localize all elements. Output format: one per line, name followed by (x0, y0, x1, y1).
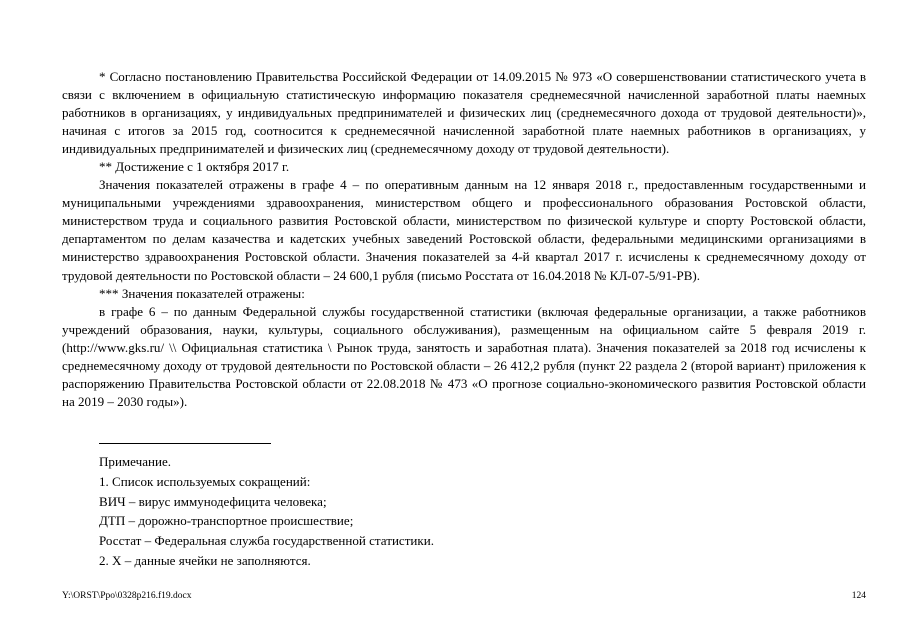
footnote-column6-values: в графе 6 – по данным Федеральной службы государственной статистики (включая федеральные организации, а также работников учреждений образования, науки, культуры, социального обслуживания), размещенным на официальном сайте 5 февраля 2019 г. (http://www.gks.ru/ \\ Официальная статистика \ Рынок труда, занятость и заработная плата). Значения показателей за 2018 год исчислены к среднемесячному доходу от трудовой деятельности по Ростовской области – 26 412,2 рубля (пункт 22 раздела 2 (второй вариант) приложения к распоряжению Правительства Ростовской области от 22.08.2018 № 473 «О прогнозе социально-экономического развития Ростовской области на 2019 – 2030 годы»). (62, 303, 866, 409)
notes-item-empty-cells: 2. Х – данные ячейки не заполняются. (99, 552, 311, 568)
footnote-column4-values: Значения показателей отражены в графе 4 – по оперативным данным на 12 января 2018 г., предоставленным государственными и муниципальными учреждениями здравоохранения, министерством общего и профессионального образования Ростовской области, министерством труда и социального развития Ростовской области, министерством по физической культуре и спорту Ростовской области, департаментом по делам казачества и кадетских учебных заведений Ростовской области, федеральными медицинскими организациями в министерство здравоохранения Ростовской области. Значения показателей за 4-й квартал 2017 г. исчислены к среднемесячному доходу от трудовой деятельности по Ростовской области – 24 600,1 рубля (письмо Росстата от 16.04.2018 № КЛ-07-5/91-РВ). (62, 177, 866, 283)
notes-block (99, 452, 799, 571)
abbreviation-rosstat: Росстат – Федеральная служба государственной статистики. (99, 533, 434, 549)
footnote-salary-definition: * Согласно постановлению Правительства Российской Федерации от 14.09.2015 № 973 «О совершенствовании статистического учета в связи с включением в официальную статистическую информацию показателя среднемесячной начисленной заработной платы наемных работников в организациях, у индивидуальных предпринимателей и физических лиц (среднемесячного дохода от трудовой деятельности)», начиная с итогов за 2015 год, соотносится к среднемесячной начисленной заработной плате наемных работников в организациях, у индивидуальных предпринимателей и физических лиц (среднемесячному доходу от трудовой деятельности). (62, 69, 866, 157)
notes-item-abbreviations: 1. Список используемых сокращений: (99, 473, 311, 489)
footnote-values-heading: *** Значения показателей отражены: (99, 285, 305, 301)
notes-separator-line (99, 443, 271, 444)
footer-file-path: Y:\ORST\Ppo\0328p216.f19.docx (62, 591, 192, 601)
footnote-achievement-date: ** Достижение с 1 октября 2017 г. (99, 159, 290, 175)
footer-page-number: 124 (851, 591, 866, 601)
abbreviation-hiv: ВИЧ – вирус иммунодефицита человека; (99, 493, 327, 509)
footnotes-block (62, 68, 866, 411)
notes-title: Примечание. (99, 454, 172, 469)
abbreviation-dtp: ДТП – дорожно-транспортное происшествие; (99, 513, 354, 529)
